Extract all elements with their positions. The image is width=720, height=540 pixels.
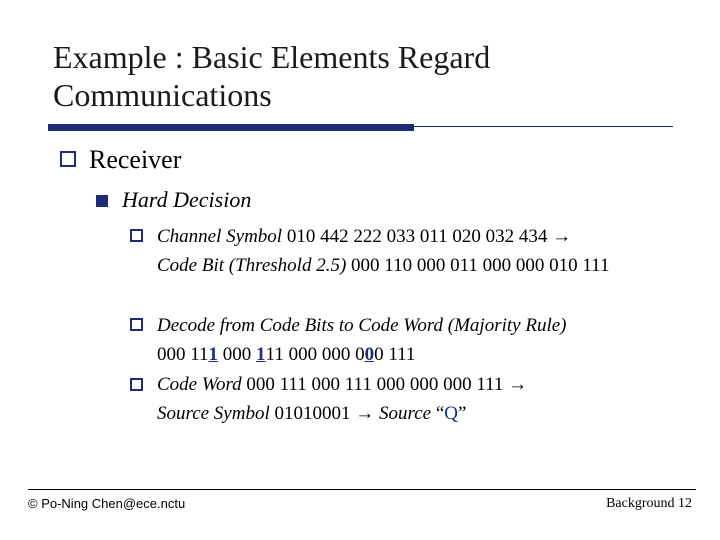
hollow-square-bullet-icon (60, 151, 76, 167)
footer-copyright: © Po-Ning Chen@ece.nctu (28, 496, 186, 511)
code-bit-value: 000 110 000 011 000 000 010 111 (346, 255, 610, 276)
arrow-icon: → (508, 374, 528, 395)
bullet-code-word (157, 370, 677, 428)
arrow-icon: → (552, 226, 572, 247)
channel-symbol-value: 010 442 222 033 011 020 032 434 (282, 226, 553, 247)
source-symbol-value: 01010001 (269, 403, 356, 424)
code-bit-label: Code Bit (Threshold 2.5) (157, 255, 347, 276)
decode-highlight-bit: 0 (364, 344, 375, 365)
decode-seg4: 0 111 (374, 344, 416, 365)
hollow-square-bullet-icon (130, 229, 143, 242)
code-word-label: Code Word (157, 374, 242, 395)
decode-highlight-bit: 1 (256, 344, 266, 365)
decode-label: Decode from Code Bits to Code Word (Majority Rule) (157, 315, 567, 336)
source-value: Q (444, 403, 458, 424)
footer-divider (28, 489, 696, 490)
slide-title: Example : Basic Elements Regard Communications (53, 39, 491, 113)
close-quote: ” (457, 403, 467, 424)
arrow-icon: → (355, 403, 375, 424)
bullet-channel-symbol (157, 222, 677, 280)
filled-square-bullet-icon (96, 195, 108, 207)
footer-page-label: Background 12 (606, 496, 692, 511)
decode-highlight-bit: 1 (208, 344, 219, 365)
channel-symbol-label: Channel Symbol (157, 226, 283, 247)
hollow-square-bullet-icon (130, 318, 143, 331)
open-quote: “ (431, 403, 445, 424)
decode-seg3: 11 000 000 0 (265, 344, 365, 365)
level1-item-receiver: Receiver (89, 145, 182, 174)
decode-seg1: 000 11 (157, 344, 209, 365)
source-label: Source (379, 403, 432, 424)
hollow-square-bullet-icon (130, 378, 143, 391)
source-symbol-label: Source Symbol (157, 403, 270, 424)
code-word-value: 000 111 000 111 000 000 000 111 (241, 374, 509, 395)
bullet-decode (157, 311, 677, 369)
title-underline-thick (48, 124, 414, 131)
level2-item-hard-decision: Hard Decision (122, 187, 252, 212)
decode-seg2: 000 (218, 344, 257, 365)
